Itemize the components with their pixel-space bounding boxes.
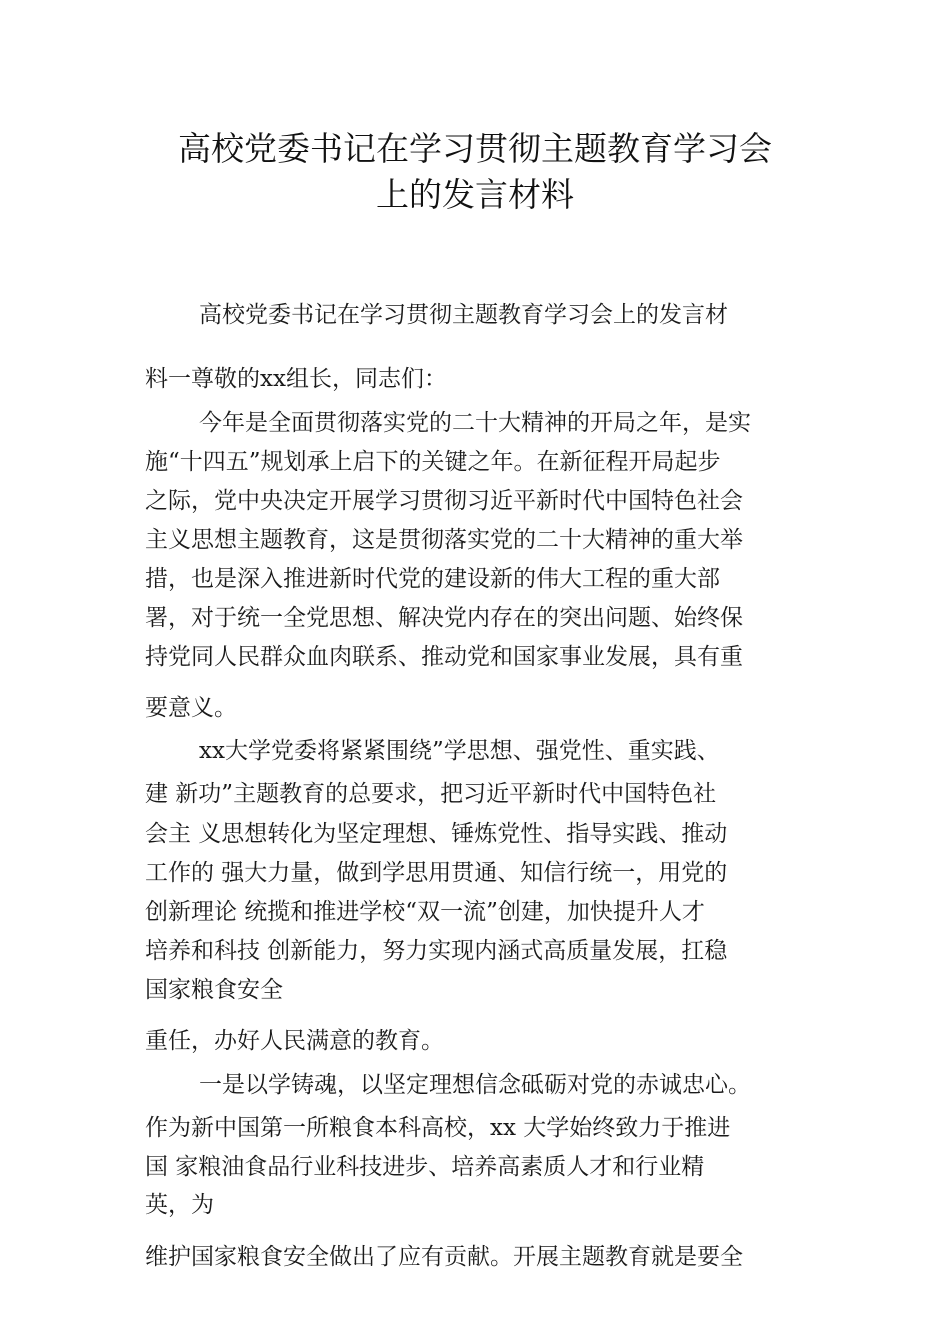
document-title-line-1: 高校党委书记在学习贯彻主题教育学习会 bbox=[178, 129, 772, 168]
body-line: 主义思想主题教育，这是贯彻落实党的二十大精神的重大举 bbox=[145, 527, 743, 553]
body-line: 之际，党中央决定开展学习贯彻习近平新时代中国特色社会 bbox=[145, 488, 743, 514]
body-line: 国家粮食安全 bbox=[145, 977, 283, 1003]
body-line: 高校党委书记在学习贯彻主题教育学习会上的发言材 bbox=[199, 302, 728, 328]
body-line: 国 家粮油食品行业科技进步、培养高素质人才和行业精 bbox=[145, 1154, 705, 1180]
body-line: xx大学党委将紧紧围绕”学思想、强党性、重实践、 bbox=[199, 738, 720, 764]
body-line: 料一尊敬的xx组长，同志们： bbox=[145, 366, 447, 392]
body-line: 施“十四五”规划承上启下的关键之年。在新征程开局起步 bbox=[145, 449, 721, 475]
body-line: 维护国家粮食安全做出了应有贡献。开展主题教育就是要全 bbox=[145, 1244, 743, 1270]
body-line: 英，为 bbox=[145, 1192, 214, 1218]
body-line: 会主 义思想转化为坚定理想、锤炼党性、指导实践、推动 bbox=[145, 821, 728, 847]
body-line: 作为新中国第一所粮食本科高校，xx 大学始终致力于推进 bbox=[145, 1115, 731, 1141]
body-line: 今年是全面贯彻落实党的二十大精神的开局之年，是实 bbox=[199, 410, 751, 436]
body-line: 培养和科技 创新能力，努力实现内涵式高质量发展，扛稳 bbox=[145, 938, 728, 964]
body-line: 创新理论 统揽和推进学校“双一流”创建，加快提升人才 bbox=[145, 899, 705, 925]
body-line: 措，也是深入推进新时代党的建设新的伟大工程的重大部 bbox=[145, 566, 720, 592]
body-line: 要意义。 bbox=[145, 695, 237, 721]
body-line: 署，对于统一全党思想、解决党内存在的突出问题、始终保 bbox=[145, 605, 743, 631]
body-line: 持党同人民群众血肉联系、推动党和国家事业发展，具有重 bbox=[145, 644, 743, 670]
body-line: 一是以学铸魂，以坚定理想信念砥砺对党的赤诚忠心。 bbox=[199, 1072, 751, 1098]
body-line: 建 新功”主题教育的总要求，把习近平新时代中国特色社 bbox=[145, 781, 717, 807]
body-line: 工作的 强大力量，做到学思用贯通、知信行统一，用党的 bbox=[145, 860, 728, 886]
document-title-line-2: 上的发言材料 bbox=[376, 175, 574, 214]
body-line: 重任，办好人民满意的教育。 bbox=[145, 1028, 444, 1054]
